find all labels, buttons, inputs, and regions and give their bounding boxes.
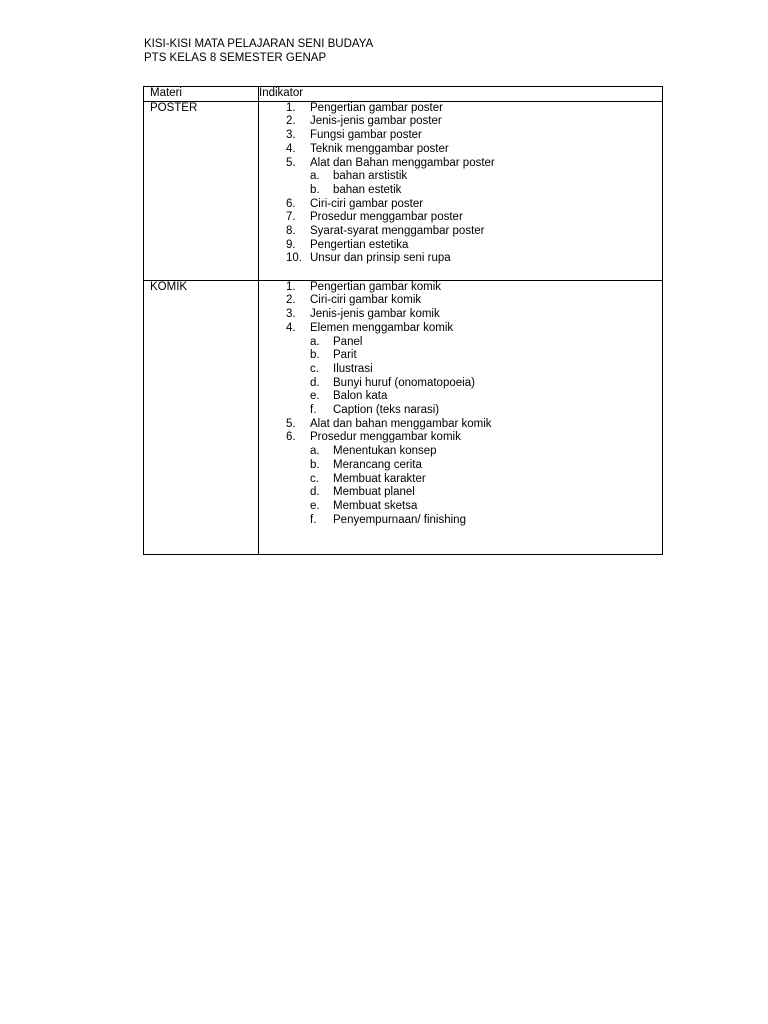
item-number: 5. — [286, 156, 296, 169]
sub-item — [259, 184, 662, 198]
item-text: Prosedur menggambar komik — [310, 431, 461, 444]
table-header-row — [144, 87, 663, 102]
indikator-item — [259, 294, 662, 308]
sub-item — [259, 390, 662, 404]
sub-item — [259, 500, 662, 514]
item-text: Syarat-syarat menggambar poster — [310, 225, 485, 238]
item-number: 2. — [286, 294, 296, 307]
materi-cell-poster: POSTER — [144, 101, 259, 280]
table-row-poster — [144, 101, 663, 280]
column-header-indikator: Indikator — [259, 87, 663, 102]
sub-item-letter: b. — [310, 183, 320, 196]
indikator-item — [259, 281, 662, 295]
sub-item-letter: d. — [310, 376, 320, 389]
sub-item-letter: c. — [310, 472, 319, 485]
indikator-list-poster — [259, 102, 662, 266]
indikator-item — [259, 239, 662, 253]
materi-cell-komik: KOMIK — [144, 280, 259, 554]
item-text: Pengertian gambar poster — [310, 101, 443, 114]
indikator-item — [259, 143, 662, 157]
sub-item — [259, 363, 662, 377]
item-number: 7. — [286, 211, 296, 224]
item-text: Prosedur menggambar poster — [310, 211, 463, 224]
item-text: Fungsi gambar poster — [310, 129, 422, 142]
sub-item — [259, 445, 662, 459]
item-number: 6. — [286, 197, 296, 210]
indikator-item — [259, 322, 662, 418]
header-title: KISI-KISI MATA PELAJARAN SENI BUDAYA — [144, 38, 374, 50]
item-text: Ciri-ciri gambar komik — [310, 294, 422, 307]
item-text: Alat dan bahan menggambar komik — [310, 417, 492, 430]
item-number: 10. — [286, 252, 302, 265]
sub-item — [259, 336, 662, 350]
sub-item-letter: b. — [310, 349, 320, 362]
sub-item-letter: a. — [310, 335, 320, 348]
sub-item-text: bahan estetik — [333, 183, 402, 196]
item-text: Jenis-jenis gambar komik — [310, 308, 440, 321]
sub-item-text: Merancang cerita — [333, 458, 422, 471]
item-number: 1. — [286, 280, 296, 293]
sub-item-letter: d. — [310, 486, 320, 499]
sub-item-list — [310, 170, 662, 197]
indikator-item — [259, 308, 662, 322]
sub-item-list — [310, 336, 662, 418]
sub-item-text: Penyempurnaan/ finishing — [333, 513, 466, 526]
item-number: 6. — [286, 431, 296, 444]
indikator-item — [259, 225, 662, 239]
indikator-item — [259, 198, 662, 212]
item-number: 4. — [286, 142, 296, 155]
indikator-item — [259, 129, 662, 143]
item-number: 2. — [286, 115, 296, 128]
item-text: Unsur dan prinsip seni rupa — [310, 252, 451, 265]
sub-item — [259, 514, 662, 528]
item-text: Elemen menggambar komik — [310, 321, 454, 334]
item-text: Teknik menggambar poster — [310, 142, 449, 155]
sub-item-text: Membuat planel — [333, 486, 415, 499]
sub-item-text: bahan arstistik — [333, 170, 408, 183]
sub-item-text: Membuat karakter — [333, 472, 426, 485]
sub-item-text: Bunyi huruf (onomatopoeia) — [333, 376, 475, 389]
sub-item-letter: b. — [310, 458, 320, 471]
item-number: 3. — [286, 308, 296, 321]
sub-item-text: Membuat sketsa — [333, 499, 418, 512]
sub-item — [259, 349, 662, 363]
sub-item-letter: a. — [310, 445, 320, 458]
sub-item-text: Panel — [333, 335, 363, 348]
sub-item-letter: a. — [310, 170, 320, 183]
sub-item-text: Balon kata — [333, 390, 388, 403]
column-header-materi: Materi — [144, 87, 259, 102]
header-subtitle: PTS KELAS 8 SEMESTER GENAP — [144, 52, 327, 64]
item-text: Pengertian gambar komik — [310, 280, 442, 293]
sub-item-letter: f. — [310, 513, 317, 526]
sub-item — [259, 473, 662, 487]
sub-item-list — [310, 445, 662, 527]
indikator-item — [259, 157, 662, 198]
indikator-list-komik — [259, 281, 662, 528]
sub-item — [259, 486, 662, 500]
item-number: 1. — [286, 101, 296, 114]
sub-item — [259, 170, 662, 184]
sub-item — [259, 404, 662, 418]
indikator-item — [259, 211, 662, 225]
item-number: 3. — [286, 129, 296, 142]
item-number: 4. — [286, 321, 296, 334]
indikator-item — [259, 115, 662, 129]
table-row-komik — [144, 280, 663, 554]
item-text: Ciri-ciri gambar poster — [310, 197, 424, 210]
sub-item-letter: e. — [310, 390, 320, 403]
item-text: Pengertian estetika — [310, 238, 409, 251]
sub-item-text: Menentukan konsep — [333, 445, 437, 458]
indikator-item — [259, 418, 662, 432]
indikator-item — [259, 431, 662, 527]
sub-item-letter: c. — [310, 362, 319, 375]
item-text: Jenis-jenis gambar poster — [310, 115, 442, 128]
document-header — [144, 37, 373, 65]
indikator-cell-poster — [259, 101, 663, 280]
item-number: 8. — [286, 225, 296, 238]
sub-item — [259, 459, 662, 473]
indikator-item — [259, 102, 662, 116]
indikator-cell-komik — [259, 280, 663, 554]
sub-item-text: Caption (teks narasi) — [333, 404, 440, 417]
item-number: 9. — [286, 238, 296, 251]
sub-item-text: Ilustrasi — [333, 362, 373, 375]
kisi-kisi-table — [143, 86, 663, 555]
sub-item — [259, 377, 662, 391]
sub-item-letter: e. — [310, 499, 320, 512]
sub-item-letter: f. — [310, 404, 317, 417]
item-number: 5. — [286, 417, 296, 430]
indikator-item — [259, 252, 662, 266]
sub-item-text: Parit — [333, 349, 357, 362]
item-text: Alat dan Bahan menggambar poster — [310, 156, 495, 169]
